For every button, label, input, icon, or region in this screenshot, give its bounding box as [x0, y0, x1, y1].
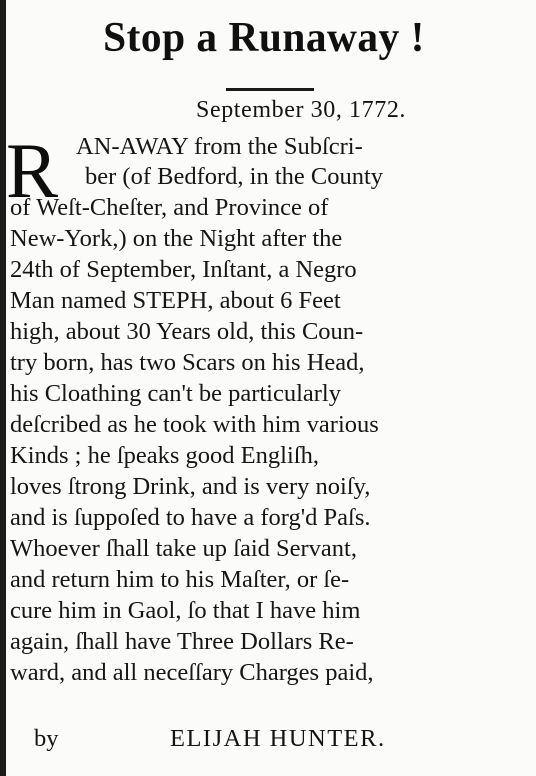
- body-line: cure him in Gaol, ſo that I have him: [10, 597, 361, 624]
- title-rule-divider: [226, 88, 314, 91]
- body-line: 24th of September, Inſtant, a Negro: [10, 256, 357, 283]
- body-line: ward, and all neceſſary Charges paid,: [10, 659, 374, 686]
- body-line: ber (of Bedford, in the County: [85, 163, 384, 190]
- drop-cap-letter: R: [6, 127, 59, 214]
- body-line: and return him to his Maſter, or ſe-: [10, 566, 350, 593]
- scan-edge-border: [0, 0, 6, 776]
- body-line: AN-AWAY from the Subſcri-: [76, 133, 363, 160]
- body-line: Man named STEPH, about 6 Feet: [10, 287, 341, 314]
- body-line: try born, has two Scars on his Head,: [10, 349, 365, 376]
- signature-by: by: [34, 725, 59, 752]
- body-line: and is ſuppoſed to have a forg'd Paſs.: [10, 504, 371, 531]
- ad-date: September 30, 1772.: [196, 97, 407, 123]
- body-line: his Cloathing can't be particularly: [10, 380, 341, 407]
- body-line: deſcribed as he took with him various: [10, 411, 379, 438]
- ad-title: Stop a Runaway !: [103, 15, 425, 61]
- body-line: of Weſt-Cheſter, and Province of: [10, 194, 329, 221]
- body-line: Kinds ; he ſpeaks good Engliſh,: [10, 442, 319, 469]
- body-line: again, ſhall have Three Dollars Re-: [10, 628, 354, 655]
- body-line: New-York,) on the Night after the: [10, 225, 343, 252]
- body-line: loves ſtrong Drink, and is very noiſy,: [10, 473, 371, 500]
- body-line: Whoever ſhall take up ſaid Servant,: [10, 535, 357, 562]
- signature-name: ELIJAH HUNTER.: [170, 725, 386, 752]
- body-line: high, about 30 Years old, this Coun-: [10, 318, 364, 345]
